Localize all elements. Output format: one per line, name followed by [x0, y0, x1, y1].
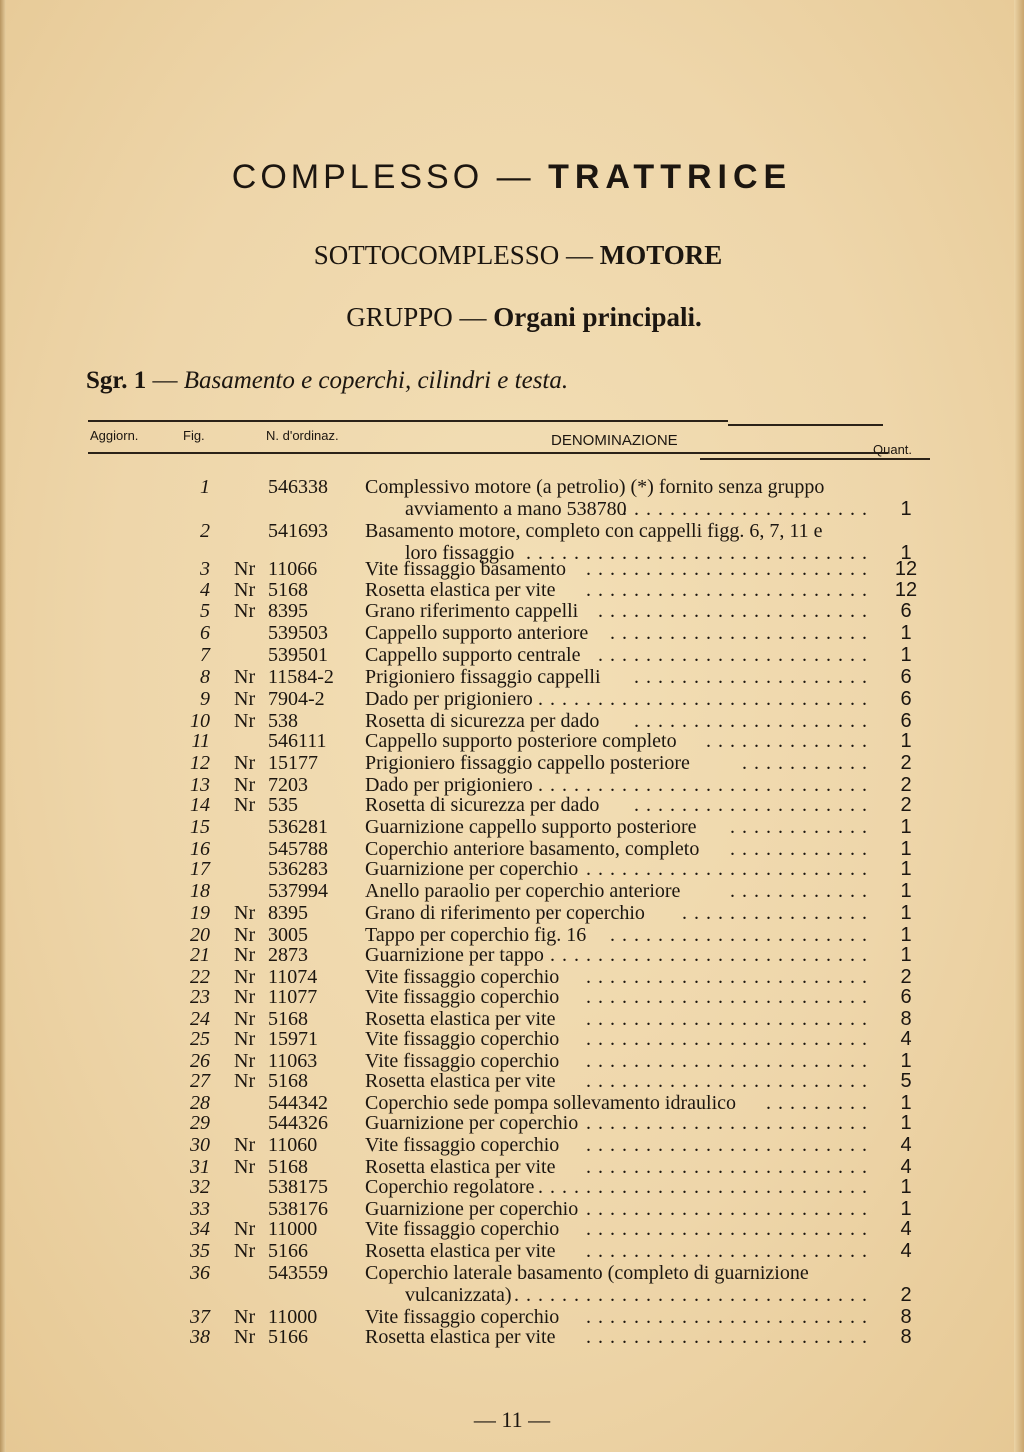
order-number: 546111	[268, 730, 327, 752]
table-row	[0, 1306, 1024, 1328]
table-row	[0, 558, 1024, 580]
nr-prefix: Nr	[234, 944, 256, 966]
part-description: Cappello supporto posteriore completo	[365, 730, 677, 752]
order-number: 8395	[268, 902, 308, 924]
order-number: 11063	[268, 1050, 318, 1072]
quantity: 1	[900, 816, 912, 838]
leader-dots: ............................	[538, 1176, 874, 1198]
leader-dots: ........................	[586, 1112, 874, 1134]
quantity: 6	[900, 710, 912, 732]
part-description-continuation: vulcanizzata)	[405, 1284, 512, 1306]
part-description: Rosetta elastica per vite	[365, 1240, 556, 1262]
nr-prefix: Nr	[234, 1070, 256, 1092]
leader-dots: ........................	[586, 1218, 874, 1240]
part-description: Coperchio sede pompa sollevamento idraulico	[365, 1092, 737, 1114]
fig-number: 20	[190, 924, 210, 946]
order-number: 536283	[268, 858, 328, 880]
quantity: 1	[900, 730, 912, 752]
order-number: 544342	[268, 1092, 328, 1114]
fig-number: 36	[190, 1262, 210, 1284]
order-number: 538	[268, 710, 298, 732]
fig-number: 6	[200, 622, 210, 644]
part-description: Vite fissaggio coperchio	[365, 986, 560, 1008]
fig-number: 30	[190, 1134, 210, 1156]
nr-prefix: Nr	[234, 924, 256, 946]
table-row	[0, 1262, 1024, 1284]
table-row	[0, 1198, 1024, 1220]
nr-prefix: Nr	[234, 688, 256, 710]
table-row	[0, 1092, 1024, 1114]
part-description: Grano riferimento cappelli	[365, 600, 579, 622]
part-description: Rosetta elastica per vite	[365, 1326, 556, 1348]
table-row	[0, 644, 1024, 666]
fig-number: 1	[200, 476, 210, 498]
leader-dots: ...........................	[550, 944, 874, 966]
quantity: 5	[900, 1070, 912, 1092]
table-row	[0, 752, 1024, 774]
order-number: 543559	[268, 1262, 328, 1284]
quantity: 4	[900, 1218, 912, 1240]
nr-prefix: Nr	[234, 902, 256, 924]
leader-dots: ........................	[586, 1028, 874, 1050]
col-header-quant: Quant.	[873, 442, 913, 457]
table-row	[0, 476, 1024, 498]
quantity: 2	[900, 966, 912, 988]
part-description: Coperchio laterale basamento (completo di guarnizione	[365, 1262, 809, 1284]
table-row-continuation	[0, 498, 1024, 520]
fig-number: 28	[190, 1092, 210, 1114]
fig-number: 19	[190, 902, 210, 924]
part-description: Guarnizione per coperchio	[365, 1198, 579, 1220]
fig-number: 24	[190, 1008, 210, 1030]
order-number: 539501	[268, 644, 328, 666]
leader-dots: ....................	[634, 794, 874, 816]
leader-dots: .......................	[598, 600, 874, 622]
table-row	[0, 794, 1024, 816]
table-row	[0, 1326, 1024, 1348]
fig-number: 3	[200, 558, 210, 580]
order-number: 8395	[268, 600, 308, 622]
leader-dots: ........................	[586, 1134, 874, 1156]
leader-dots: .......................	[598, 644, 874, 666]
part-description: Prigioniero fissaggio cappello posteriore	[365, 752, 690, 774]
subgroup-label: Sgr. 1	[86, 367, 147, 394]
order-number: 11074	[268, 966, 318, 988]
part-description: Vite fissaggio basamento	[365, 558, 566, 580]
order-number: 11000	[268, 1218, 318, 1240]
order-number: 535	[268, 794, 298, 816]
order-number: 11000	[268, 1306, 318, 1328]
nr-prefix: Nr	[234, 1134, 256, 1156]
quantity: 1	[900, 622, 912, 644]
complesso-heading	[0, 158, 1024, 197]
leader-dots: ............	[730, 880, 874, 902]
order-number: 2873	[268, 944, 308, 966]
quantity: 12	[894, 579, 918, 601]
col-header-ordinaz: N. d'ordinaz.	[266, 428, 339, 443]
fig-number: 31	[190, 1156, 210, 1178]
col-header-denominazione: DENOMINAZIONE	[551, 432, 678, 449]
fig-number: 15	[190, 816, 210, 838]
nr-prefix: Nr	[234, 1028, 256, 1050]
nr-prefix: Nr	[234, 710, 256, 732]
fig-number: 11	[191, 730, 210, 752]
table-row-continuation	[0, 1284, 1024, 1306]
fig-number: 18	[190, 880, 210, 902]
sottocomplesso-heading	[0, 240, 1024, 271]
leader-dots: ....................	[634, 666, 874, 688]
fig-number: 2	[200, 520, 210, 542]
leader-dots: ......................	[610, 924, 874, 946]
leader-dots: ................	[682, 902, 874, 924]
leader-dots: ........................	[586, 579, 874, 601]
header-bottom-rule	[88, 452, 888, 454]
leader-dots: ............................	[538, 688, 874, 710]
table-row	[0, 688, 1024, 710]
table-row	[0, 1028, 1024, 1050]
fig-number: 37	[190, 1306, 210, 1328]
quantity: 1	[900, 498, 912, 520]
order-number: 5166	[268, 1240, 308, 1262]
part-description: Guarnizione per coperchio	[365, 1112, 579, 1134]
order-number: 544326	[268, 1112, 328, 1134]
part-description: Rosetta di sicurezza per dado	[365, 710, 600, 732]
table-row	[0, 1134, 1024, 1156]
fig-number: 4	[200, 579, 210, 601]
part-description: Anello paraolio per coperchio anteriore	[365, 880, 681, 902]
leader-dots: ............................	[538, 774, 874, 796]
order-number: 11066	[268, 558, 318, 580]
leader-dots: ........................	[586, 1050, 874, 1072]
subgroup-title: Basamento e coperchi, cilindri e testa.	[183, 367, 569, 394]
quantity: 6	[900, 600, 912, 622]
dash: —	[152, 367, 178, 394]
part-description: Vite fissaggio coperchio	[365, 1134, 560, 1156]
order-number: 15177	[268, 752, 318, 774]
part-description: Coperchio regolatore	[365, 1176, 535, 1198]
leader-dots: .........	[766, 1092, 874, 1114]
order-number: 539503	[268, 622, 328, 644]
leader-dots: ....................	[634, 710, 874, 732]
fig-number: 8	[200, 666, 210, 688]
order-number: 11584-2	[268, 666, 334, 688]
part-description: Guarnizione per tappo	[365, 944, 544, 966]
quantity: 6	[900, 986, 912, 1008]
table-row	[0, 579, 1024, 601]
order-number: 5168	[268, 1070, 308, 1092]
fig-number: 13	[190, 774, 210, 796]
part-description: Dado per prigioniero	[365, 774, 533, 796]
leader-dots: ............	[730, 838, 874, 860]
nr-prefix: Nr	[234, 1050, 256, 1072]
fig-number: 5	[200, 600, 210, 622]
leader-dots: ........................	[586, 1198, 874, 1220]
order-number: 5168	[268, 1156, 308, 1178]
quantity: 4	[900, 1028, 912, 1050]
fig-number: 26	[190, 1050, 210, 1072]
gruppo-value: Organi principali.	[493, 302, 702, 332]
leader-dots: ..............	[706, 730, 874, 752]
table-row	[0, 1240, 1024, 1262]
nr-prefix: Nr	[234, 774, 256, 796]
table-row	[0, 1176, 1024, 1198]
complesso-value: TRATTRICE	[548, 158, 793, 196]
part-description: Vite fissaggio coperchio	[365, 966, 560, 988]
quantity: 1	[900, 944, 912, 966]
col-header-aggiorn: Aggiorn.	[90, 428, 139, 443]
nr-prefix: Nr	[234, 966, 256, 988]
order-number: 5168	[268, 579, 308, 601]
order-number: 5166	[268, 1326, 308, 1348]
fig-number: 35	[190, 1240, 210, 1262]
fig-number: 10	[190, 710, 210, 732]
quantity: 1	[900, 838, 912, 860]
order-number: 5168	[268, 1008, 308, 1030]
leader-dots: ........................	[586, 858, 874, 880]
part-description: Rosetta elastica per vite	[365, 1070, 556, 1092]
table-row	[0, 1112, 1024, 1134]
quantity: 1	[900, 644, 912, 666]
quantity: 1	[900, 1050, 912, 1072]
col-header-fig: Fig.	[183, 428, 205, 443]
table-row	[0, 1050, 1024, 1072]
part-description: Vite fissaggio coperchio	[365, 1306, 560, 1328]
table-row	[0, 880, 1024, 902]
quantity: 2	[900, 794, 912, 816]
leader-dots: ........................	[586, 1070, 874, 1092]
gruppo-heading	[0, 302, 1024, 333]
table-row	[0, 730, 1024, 752]
order-number: 536281	[268, 816, 328, 838]
leader-dots: ............	[730, 816, 874, 838]
order-number: 537994	[268, 880, 328, 902]
nr-prefix: Nr	[234, 1218, 256, 1240]
part-description: Prigioniero fissaggio cappelli	[365, 666, 601, 688]
quantity: 8	[900, 1306, 912, 1328]
sottocomplesso-value: MOTORE	[599, 240, 723, 270]
fig-number: 27	[190, 1070, 210, 1092]
leader-dots: ........................	[586, 1326, 874, 1348]
fig-number: 7	[200, 644, 210, 666]
table-row	[0, 666, 1024, 688]
quantity: 2	[900, 1284, 912, 1306]
fig-number: 22	[190, 966, 210, 988]
quantity: 2	[900, 752, 912, 774]
quantity: 2	[900, 774, 912, 796]
table-row	[0, 1218, 1024, 1240]
quantity: 1	[900, 902, 912, 924]
leader-dots: ...........	[742, 752, 874, 774]
leader-dots: ..............................	[514, 1284, 874, 1306]
table-row	[0, 816, 1024, 838]
leader-dots: ........................	[586, 1306, 874, 1328]
quantity: 1	[900, 1198, 912, 1220]
part-description: Guarnizione cappello supporto posteriore	[365, 816, 697, 838]
part-description-continuation: loro fissaggio	[405, 542, 515, 564]
nr-prefix: Nr	[234, 579, 256, 601]
table-row	[0, 520, 1024, 542]
quantity: 8	[900, 1326, 912, 1348]
table-row	[0, 600, 1024, 622]
part-description: Grano di riferimento per coperchio	[365, 902, 645, 924]
fig-number: 9	[200, 688, 210, 710]
part-description-continuation: avviamento a mano 538780	[405, 498, 627, 520]
table-row	[0, 838, 1024, 860]
quantity: 1	[900, 858, 912, 880]
order-number: 538175	[268, 1176, 328, 1198]
order-number: 7904-2	[268, 688, 325, 710]
table-row	[0, 774, 1024, 796]
nr-prefix: Nr	[234, 1326, 256, 1348]
table-row	[0, 944, 1024, 966]
part-description: Rosetta elastica per vite	[365, 1156, 556, 1178]
quantity: 12	[894, 558, 918, 580]
table-row	[0, 1156, 1024, 1178]
part-description: Vite fissaggio coperchio	[365, 1218, 560, 1240]
fig-number: 33	[190, 1198, 210, 1220]
fig-number: 32	[190, 1176, 210, 1198]
header-top-rule-right	[728, 424, 883, 426]
nr-prefix: Nr	[234, 1008, 256, 1030]
table-row	[0, 902, 1024, 924]
order-number: 545788	[268, 838, 328, 860]
leader-dots: .....................	[622, 498, 874, 520]
fig-number: 38	[190, 1326, 210, 1348]
leader-dots: ........................	[586, 1008, 874, 1030]
subgroup-heading	[86, 367, 568, 395]
leader-dots: ........................	[586, 966, 874, 988]
quantity: 4	[900, 1156, 912, 1178]
table-row	[0, 966, 1024, 988]
fig-number: 21	[190, 944, 210, 966]
order-number: 541693	[268, 520, 328, 542]
fig-number: 34	[190, 1218, 210, 1240]
part-description: Cappello supporto centrale	[365, 644, 581, 666]
part-description: Basamento motore, completo con cappelli figg. 6, 7, 11 e	[365, 520, 823, 542]
table-row	[0, 1008, 1024, 1030]
quantity: 1	[900, 924, 912, 946]
part-description: Vite fissaggio coperchio	[365, 1050, 560, 1072]
fig-number: 25	[190, 1028, 210, 1050]
fig-number: 23	[190, 986, 210, 1008]
order-number: 11060	[268, 1134, 318, 1156]
leader-dots: ........................	[586, 1156, 874, 1178]
nr-prefix: Nr	[234, 1306, 256, 1328]
nr-prefix: Nr	[234, 600, 256, 622]
order-number: 11077	[268, 986, 318, 1008]
leader-dots: ........................	[586, 558, 874, 580]
quantity: 1	[900, 1092, 912, 1114]
table-row	[0, 622, 1024, 644]
part-description: Vite fissaggio coperchio	[365, 1028, 560, 1050]
page-number: — 11 —	[473, 1407, 551, 1432]
part-description: Dado per prigioniero	[365, 688, 533, 710]
part-description: Guarnizione per coperchio	[365, 858, 579, 880]
nr-prefix: Nr	[234, 752, 256, 774]
table-row	[0, 924, 1024, 946]
nr-prefix: Nr	[234, 1240, 256, 1262]
fig-number: 14	[190, 794, 210, 816]
header-top-rule	[88, 420, 728, 422]
quantity: 4	[900, 1134, 912, 1156]
nr-prefix: Nr	[234, 666, 256, 688]
header-bottom-rule-right	[700, 458, 930, 460]
order-number: 3005	[268, 924, 308, 946]
part-description: Rosetta di sicurezza per dado	[365, 794, 600, 816]
dash: —	[459, 302, 487, 332]
leader-dots: ........................	[586, 986, 874, 1008]
nr-prefix: Nr	[234, 986, 256, 1008]
quantity: 1	[900, 880, 912, 902]
nr-prefix: Nr	[234, 794, 256, 816]
quantity: 1	[900, 542, 912, 564]
order-number: 7203	[268, 774, 308, 796]
leader-dots: .............................	[526, 542, 874, 564]
order-number: 538176	[268, 1198, 328, 1220]
order-number: 15971	[268, 1028, 318, 1050]
fig-number: 17	[190, 858, 210, 880]
part-description: Rosetta elastica per vite	[365, 1008, 556, 1030]
part-description: Complessivo motore (a petrolio) (*) fornito senza gruppo	[365, 476, 825, 498]
quantity: 1	[900, 1112, 912, 1134]
leader-dots: ........................	[586, 1240, 874, 1262]
fig-number: 12	[190, 752, 210, 774]
gruppo-label: GRUPPO	[346, 302, 453, 332]
part-description: Rosetta elastica per vite	[365, 579, 556, 601]
nr-prefix: Nr	[234, 1156, 256, 1178]
dash: —	[566, 240, 594, 270]
dash: —	[496, 158, 535, 196]
table-row	[0, 858, 1024, 880]
part-description: Tappo per coperchio fig. 16	[365, 924, 587, 946]
table-row	[0, 986, 1024, 1008]
table-row	[0, 710, 1024, 732]
quantity: 6	[900, 688, 912, 710]
quantity: 8	[900, 1008, 912, 1030]
part-description: Coperchio anteriore basamento, completo	[365, 838, 700, 860]
nr-prefix: Nr	[234, 558, 256, 580]
quantity: 6	[900, 666, 912, 688]
leader-dots: ......................	[610, 622, 874, 644]
order-number: 546338	[268, 476, 328, 498]
fig-number: 16	[190, 838, 210, 860]
sottocomplesso-label: SOTTOCOMPLESSO	[313, 240, 560, 270]
table-row	[0, 1070, 1024, 1092]
complesso-label: COMPLESSO	[231, 158, 484, 196]
fig-number: 29	[190, 1112, 210, 1134]
quantity: 1	[900, 1176, 912, 1198]
part-description: Cappello supporto anteriore	[365, 622, 589, 644]
quantity: 4	[900, 1240, 912, 1262]
